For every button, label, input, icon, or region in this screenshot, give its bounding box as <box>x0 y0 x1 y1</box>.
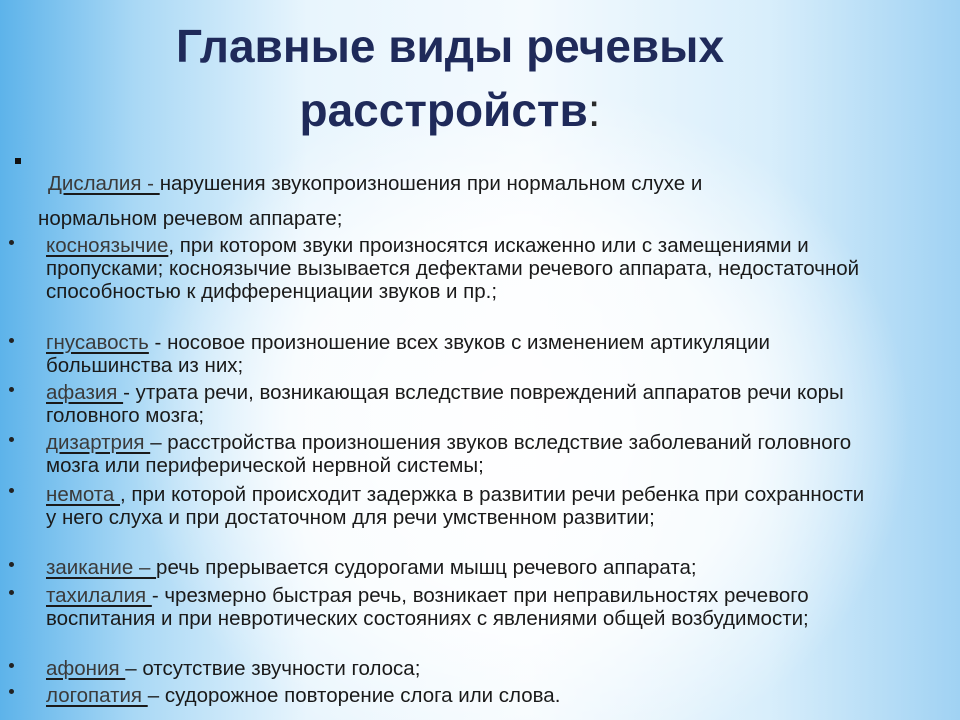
term-dysarthria: дизартрия <box>46 431 151 454</box>
definition-aphonia: – отсутствие звучности голоса; <box>125 657 421 680</box>
definition-stammer: , при котором звуки произносятся искаженно или с замещениями и пропусками; косноязычие вызывается дефектами речевого аппарата, недостаточной способностью к дифференциации звуков и пр.; <box>46 234 860 303</box>
list-item-aphonia <box>46 657 876 680</box>
list-item-dyslalia-continuation <box>38 205 868 232</box>
list-item-logopathy <box>46 684 876 707</box>
term-aphonia: афония <box>46 657 126 680</box>
bullet-dot <box>9 689 14 694</box>
bullet-dot <box>9 590 14 595</box>
list-item-mutism <box>46 483 876 529</box>
bullet-dot <box>9 437 14 442</box>
term-mutism: немота <box>46 483 121 506</box>
bullet-dot <box>9 562 14 567</box>
list-item-stuttering <box>46 556 876 579</box>
list-item-dyslalia <box>48 170 878 197</box>
bullet-dot <box>9 387 14 392</box>
definition-nasality: - носовое произношение всех звуков с изменением артикуляции большинства из них; <box>46 331 770 377</box>
definition-dyslalia-line2: нормальном речевом аппарате; <box>38 207 343 230</box>
bullet-dot <box>9 488 14 493</box>
list-item-aphasia <box>46 381 876 427</box>
list-item-dysarthria <box>46 431 876 477</box>
term-nasality: гнусавость <box>46 331 149 354</box>
title-colon: : <box>587 84 601 136</box>
title-line-2-text: расстройств <box>299 84 588 136</box>
bullet-dot <box>9 663 14 668</box>
title-line-1: Главные виды речевых <box>175 20 725 72</box>
definition-dysarthria: – расстройства произношения звуков вследствие заболеваний головного мозга или периферической нервной системы; <box>46 431 852 477</box>
list-item-tachylalia <box>46 584 876 630</box>
definition-mutism: , при которой происходит задержка в развитии речи ребенка при сохранности у него слуха и при достаточном для речи умственном развитии; <box>46 483 865 529</box>
list-item-nasality <box>46 331 876 377</box>
term-aphasia: афазия <box>46 381 124 404</box>
bullet-dot <box>9 338 14 343</box>
definition-dyslalia: нарушения звукопроизношения при нормальном слухе и <box>159 172 703 195</box>
definition-logopathy: – судорожное повторение слога или слова. <box>147 684 561 707</box>
definition-aphasia: - утрата речи, возникающая вследствие повреждений аппаратов речи коры головного мозга; <box>46 381 844 427</box>
term-tachylalia: тахилалия <box>46 584 152 607</box>
term-logopathy: логопатия <box>46 684 148 707</box>
definition-stuttering: речь прерывается судорогами мышц речевого аппарата; <box>156 556 697 579</box>
term-stuttering: заикание – <box>46 556 157 579</box>
term-stammer: косноязычие <box>46 234 169 257</box>
definition-tachylalia: - чрезмерно быстрая речь, возникает при неправильностях речевого воспитания и при невротических состояниях с явлениями общей возбудимости; <box>46 584 809 630</box>
list-item-stammer <box>46 234 876 303</box>
bullet-dot <box>9 240 14 245</box>
term-dyslalia: Дислалия - <box>48 172 160 195</box>
